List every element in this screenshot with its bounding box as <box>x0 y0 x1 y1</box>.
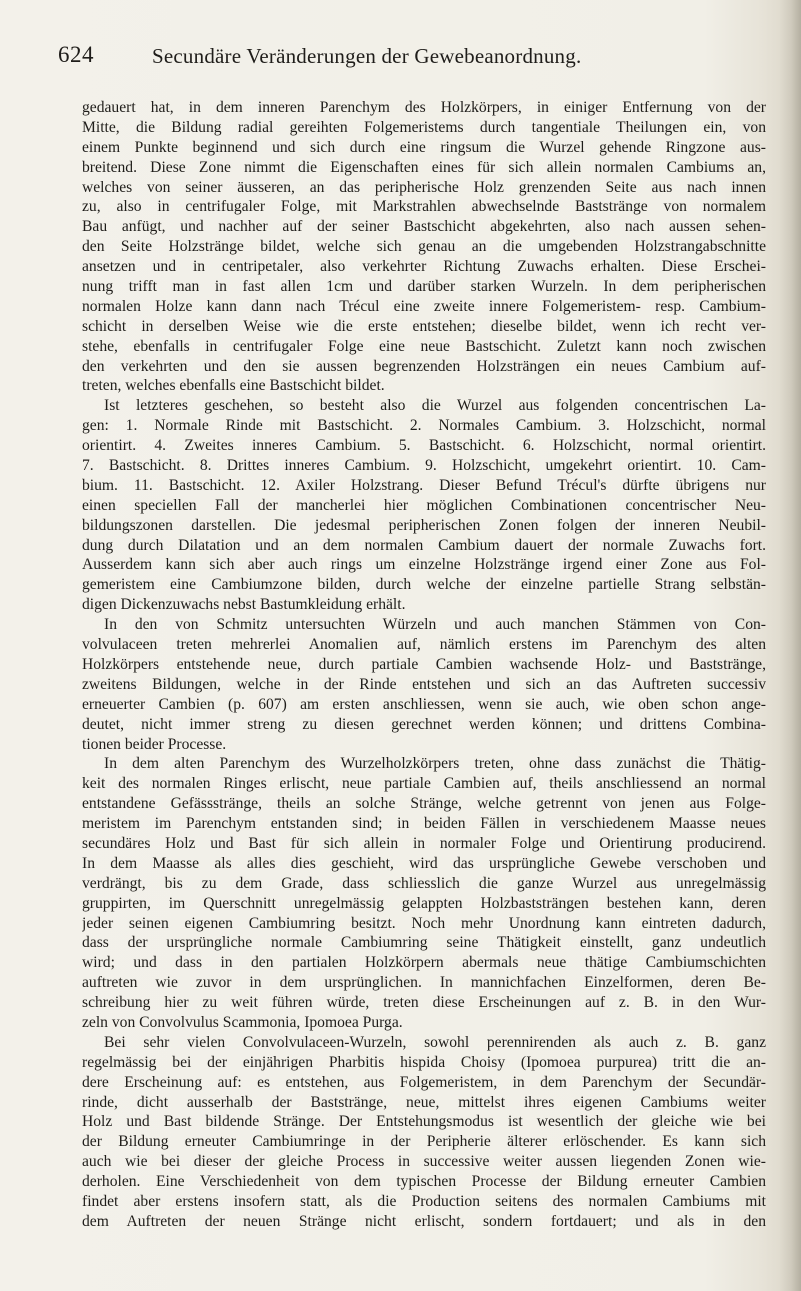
text-line: auch wie bei dieser der gleiche Process in successive weiter aussen liegenden Zonen wie- <box>82 1153 766 1171</box>
page-edge-shadow <box>779 0 801 1291</box>
text-line: zeln von Convolvulus Scammonia, Ipomoea Purga. <box>82 1013 403 1031</box>
text-line: Holz und Bast bildende Stränge. Der Entstehungsmodus ist wesentlich der gleiche wie bei <box>82 1113 766 1131</box>
text-line: volvulaceen treten mehrerlei Anomalien auf, nämlich erstens im Parenchym des alten <box>82 636 766 654</box>
text-line: In dem Maasse als alles dies geschieht, wird das ursprüngliche Gewebe verschoben und <box>82 854 766 872</box>
text-line: 7. Bastschicht. 8. Drittes inneres Cambium. 9. Holzschicht, umgekehrt orientirt. 10. Cam- <box>82 457 766 475</box>
text-line: dere Erscheinung auf: es entstehen, aus Folgemeristem, in dem Parenchym der Secundär- <box>82 1073 766 1091</box>
text-line: digen Dickenzuwachs nebst Bastumkleidung erhält. <box>82 596 406 614</box>
text-line: welches von seiner äusseren, an das peripherische Holz grenzenden Seite aus nach innen <box>82 178 766 196</box>
text-line: entstandene Gefässstränge, theils an solche Stränge, welche getrennt von jenen aus Folge- <box>82 795 766 813</box>
text-line: Holzkörpers entstehende neue, durch partiale Cambien wachsende Holz- und Baststränge, <box>82 655 766 673</box>
text-line: gemeristem eine Cambiumzone bilden, durch welche der einzelne partielle Strang selbstän- <box>82 576 766 594</box>
text-line: Bei sehr vielen Convolvulaceen-Wurzeln, sowohl perennirenden als auch z. B. ganz <box>104 1033 766 1051</box>
text-line: gen: 1. Normale Rinde mit Bastschicht. 2. Normales Cambium. 3. Holzschicht, normal <box>82 417 766 435</box>
page-header <box>0 42 801 72</box>
text-line: gruppirten, im Querschnitt unregelmässig gelappten Holzbaststrängen bestehen kann, deren <box>82 894 766 912</box>
text-line: dass der ursprüngliche normale Cambiumring seine Thätigkeit einstellt, ganz undeutlich <box>82 934 766 952</box>
text-line: bildungszonen darstellen. Die jedesmal peripherischen Zonen folgen der inneren Neubil- <box>82 516 766 534</box>
text-line: findet aber erstens insofern statt, als die Production seitens des normalen Cambiums mit <box>82 1192 766 1210</box>
text-line: einem Punkte beginnend und sich durch eine ringsum die Wurzel gehende Ringzone aus- <box>82 138 766 156</box>
text-line: tionen beider Processe. <box>82 735 227 753</box>
text-line: dung durch Dilatation und an dem normalen Cambium dauert der normale Zuwachs fort. <box>82 536 766 554</box>
text-line: der Bildung erneuter Cambiumringe in der Peripherie älterer erlöschender. Es kann sich <box>82 1133 766 1151</box>
text-line: Ist letzteres geschehen, so besteht also die Wurzel aus folgenden concentrischen La- <box>104 397 766 415</box>
text-line: meristem im Parenchym entstanden sind; in beiden Fällen in verschiedenem Maasse neues <box>82 815 766 833</box>
text-line: Ausserdem kann sich aber auch rings um einzelne Holzstränge irgend einer Zone aus Fol- <box>82 556 766 574</box>
text-line: den Seite Holzstränge bildet, welche sich genau an die umgebenden Holzstrangabschnitte <box>82 238 766 256</box>
text-line: schicht in derselben Weise wie die erste entstehen; dieselbe bildet, wenn ich recht ver- <box>82 317 766 335</box>
text-line: normalen Holze kann dann nach Trécul eine zweite innere Folgemeristem- resp. Cambium- <box>82 297 766 315</box>
text-line: schreibung hier zu weit führen würde, treten diese Erscheinungen auf z. B. in den Wur- <box>82 994 766 1012</box>
text-line: verdrängt, bis zu dem Grade, dass schliesslich die ganze Wurzel aus unregelmässig <box>82 874 766 892</box>
text-line: stehe, ebenfalls in centrifugaler Folge eine neue Bastschicht. Zuletzt kann noch zwischen <box>82 337 766 355</box>
body-text <box>82 98 766 1232</box>
text-line: einen speciellen Fall der mancherlei hier möglichen Combinationen concentrischer Neu- <box>82 496 766 514</box>
text-line: zu, also in centrifugaler Folge, mit Markstrahlen abwechselnde Baststränge von normalem <box>82 198 766 216</box>
text-line: jeder seinen eigenen Cambiumring besitzt. Noch mehr Unordnung kann eintreten dadurch, <box>82 914 766 932</box>
text-line: erneuerter Cambien (p. 607) am ersten anschliessen, wenn sie auch, wie oben schon ange- <box>82 695 766 713</box>
page-number: 624 <box>58 42 94 67</box>
text-line: treten, welches ebenfalls eine Bastschicht bildet. <box>82 377 385 395</box>
text-line: In den von Schmitz untersuchten Würzeln und auch manchen Stämmen von Con- <box>104 616 766 634</box>
text-line: ansetzen und in centripetaler, also verkehrter Richtung Zuwachs erhalten. Diese Erschei- <box>82 258 766 276</box>
text-line: deutet, nicht immer streng zu diesen gerechnet werden können; und drittens Combina- <box>82 715 766 733</box>
text-line: keit des normalen Ringes erlischt, neue partiale Cambien auf, theils anschliessend an normal <box>82 775 766 793</box>
running-head: Secundäre Veränderungen der Gewebeanordnung. <box>152 44 582 68</box>
text-line: secundäres Holz und Bast für sich allein in normaler Folge und Orientirung producirend. <box>82 834 766 852</box>
text-line: breitend. Diese Zone nimmt die Eigenschaften eines für sich allein normalen Cambiums an, <box>82 158 766 176</box>
text-line: zweitens Bildungen, welche in der Rinde entstehen und sich an das Auftreten successiv <box>82 675 766 693</box>
text-line: dem Auftreten der neuen Stränge nicht erlischt, sondern fortdauert; und als in den <box>82 1212 766 1230</box>
text-line: gedauert hat, in dem inneren Parenchym des Holzkörpers, in einiger Entfernung von der <box>82 99 766 116</box>
text-line: regelmässig bei der einjährigen Pharbitis hispida Choisy (Ipomoea purpurea) tritt die an- <box>82 1053 766 1071</box>
text-line: Bau anfügt, und nachher auf der seiner Bastschicht abgekehrten, also nach aussen sehen- <box>82 218 766 236</box>
text-line: Mitte, die Bildung radial gereihten Folgemeristems durch tangentiale Theilungen ein, von <box>82 118 766 136</box>
text-line: nung trifft man in fast allen 1cm und darüber starken Wurzeln. In dem peripherischen <box>82 278 766 296</box>
text-line: orientirt. 4. Zweites inneres Cambium. 5. Bastschicht. 6. Holzschicht, normal orientirt. <box>82 437 766 455</box>
text-line: bium. 11. Bastschicht. 12. Axiler Holzstrang. Dieser Befund Trécul's dürfte übrigens nur <box>82 476 766 494</box>
text-line: rinde, dicht ausserhalb der Baststränge, neue, mittelst ihres eigenen Cambiums weiter <box>82 1093 766 1111</box>
text-line: wird; und dass in den partialen Holzkörpern abermals neue thätige Cambiumschichten <box>82 954 766 972</box>
text-line: derholen. Eine Verschiedenheit von dem typischen Processe der Bildung erneuter Cambien <box>82 1173 766 1191</box>
text-line: auftreten wie zuvor in dem ursprünglichen. In mannichfachen Einzelformen, deren Be- <box>82 974 766 992</box>
text-line: den verkehrten und den sie aussen begrenzenden Holzsträngen ein neues Cambium auf- <box>82 357 766 375</box>
text-line: In dem alten Parenchym des Wurzelholzkörpers treten, ohne dass zunächst die Thätig- <box>104 755 766 773</box>
